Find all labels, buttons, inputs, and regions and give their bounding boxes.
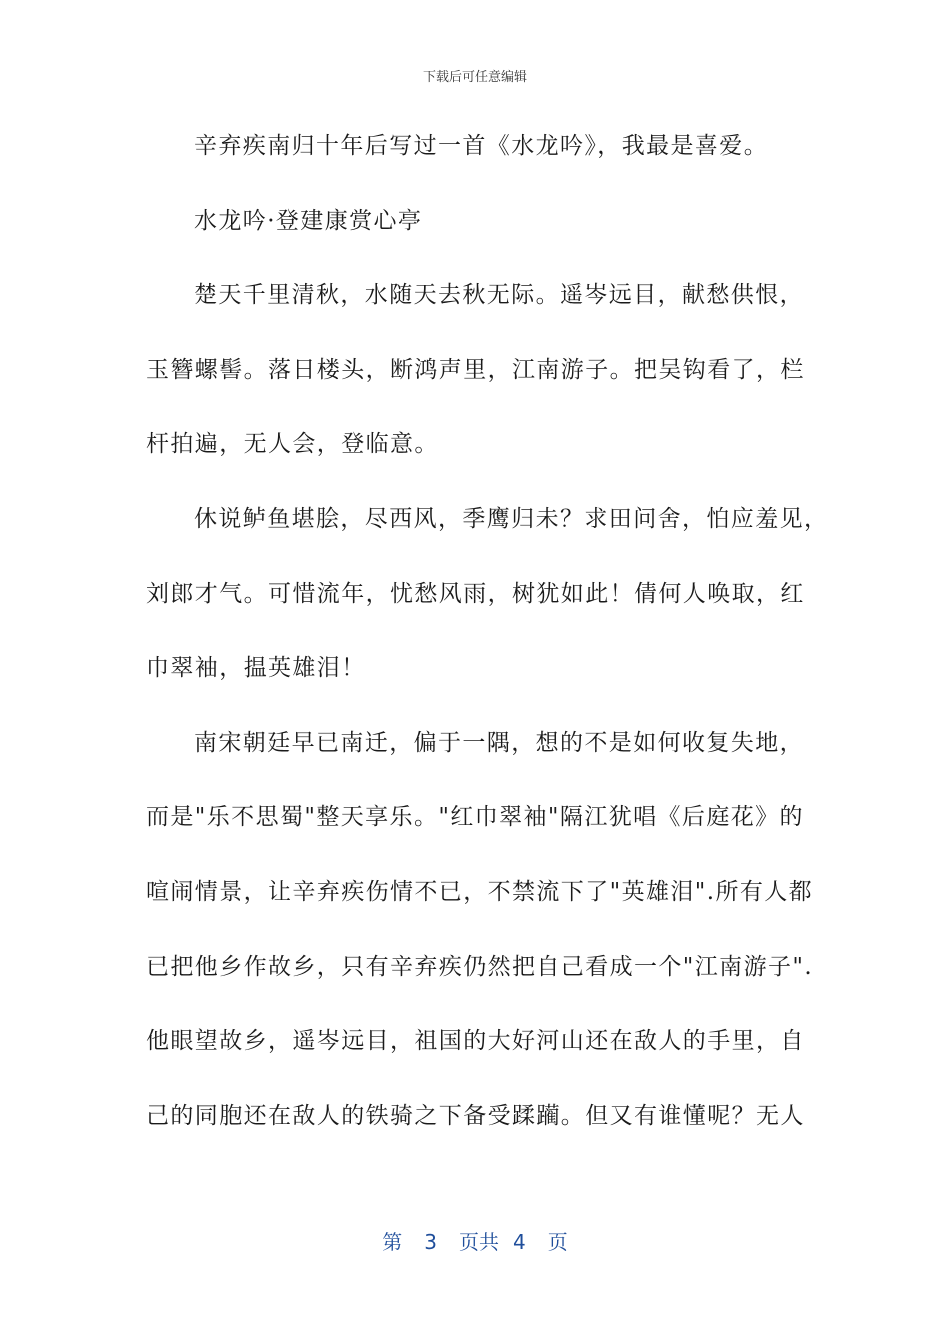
paragraph-line: 巾翠袖，揾英雄泪！ bbox=[146, 655, 366, 682]
footer-page-label: 第 bbox=[382, 1230, 403, 1254]
current-page-number: 3 bbox=[424, 1230, 437, 1254]
paragraph-line: 他眼望故乡，遥岑远目，祖国的大好河山还在敌人的手里，自 bbox=[146, 1028, 805, 1055]
paragraph-line: 南宋朝廷早已南迁，偏于一隅，想的不是如何收复失地， bbox=[194, 729, 804, 756]
paragraph-line: 杆拍遍，无人会，登临意。 bbox=[146, 431, 439, 458]
paragraph-line: 刘郎才气。可惜流年，忧愁风雨，树犹如此！倩何人唤取，红 bbox=[146, 580, 805, 607]
page-footer bbox=[0, 1226, 950, 1255]
paragraph-line: 休说鲈鱼堪脍，尽西风，季鹰归未？求田问舍，怕应羞见， bbox=[194, 505, 829, 532]
paragraph-line: 已把他乡作故乡，只有辛弃疾仍然把自己看成一个"江南游子". bbox=[146, 953, 814, 980]
footer-pages-label: 页 bbox=[547, 1230, 568, 1254]
paragraph-line: 己的同胞还在敌人的铁骑之下备受蹂躏。但又有谁懂呢？无人 bbox=[146, 1102, 805, 1129]
document-body bbox=[146, 126, 829, 1170]
poem-title: 水龙吟·登建康赏心亭 bbox=[194, 207, 423, 234]
header-note: 下载后可任意编辑 bbox=[422, 70, 527, 85]
paragraph-line: 而是"乐不思蜀"整天享乐。"红巾翠袖"隔江犹唱《后庭花》的 bbox=[146, 804, 804, 831]
total-pages-number: 4 bbox=[513, 1230, 526, 1254]
paragraph-line: 玉簪螺髻。落日楼头，断鸿声里，江南游子。把吴钩看了，栏 bbox=[146, 356, 805, 383]
paragraph-line: 辛弃疾南归十年后写过一首《水龙吟》，我最是喜爱。 bbox=[194, 133, 769, 159]
paragraph-line: 楚天千里清秋，水随天去秋无际。遥岑远目，献愁供恨， bbox=[194, 282, 804, 309]
footer-of-label: 页共 bbox=[459, 1230, 499, 1254]
paragraph-line: 喧闹情景，让辛弃疾伤情不已，不禁流下了"英雄泪".所有人都 bbox=[146, 878, 814, 905]
